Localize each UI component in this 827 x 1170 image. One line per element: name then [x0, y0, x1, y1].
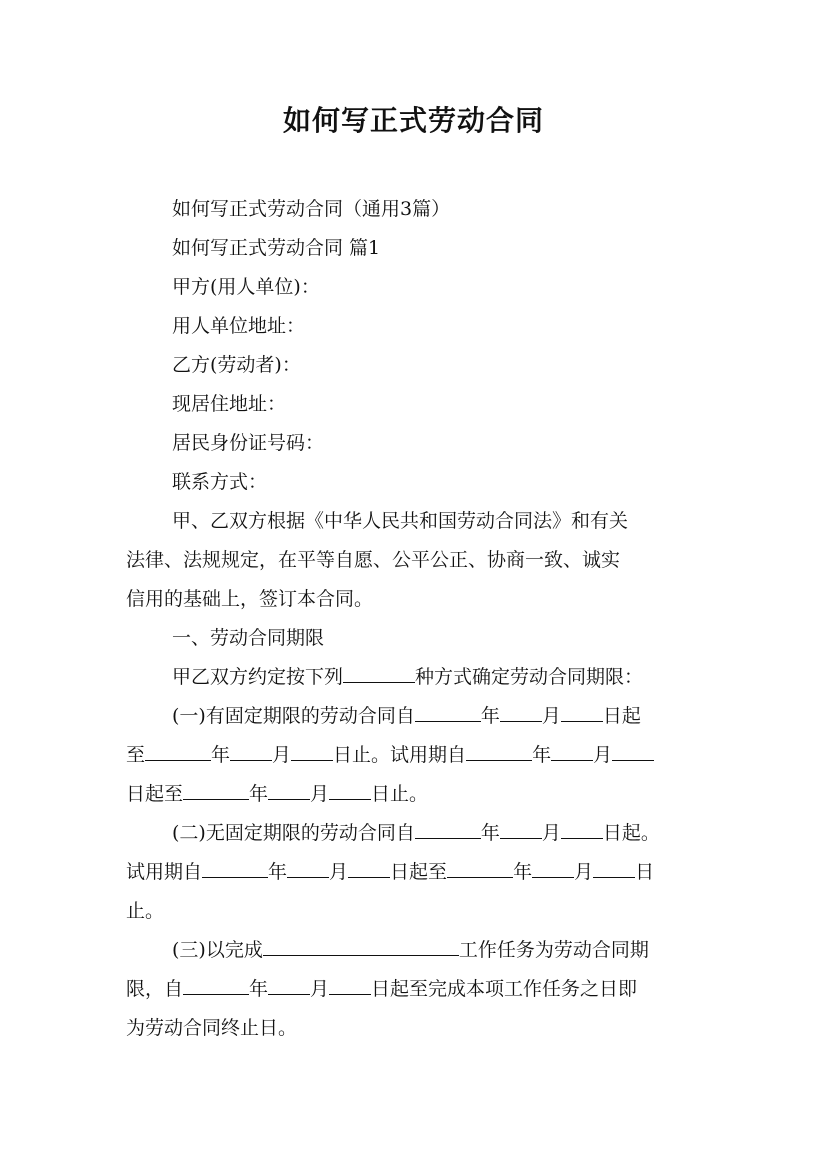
- year-label: 年: [480, 705, 500, 727]
- document-body: [126, 190, 706, 1048]
- task-rest: 日起至完成本项工作任务之日即: [371, 978, 638, 1000]
- fixed-term-line-1: [126, 697, 706, 736]
- blank-year: [447, 855, 513, 878]
- year-label: 年: [249, 783, 269, 805]
- fixed-term-line-2: [126, 736, 706, 775]
- blank-day: [561, 816, 603, 839]
- month-label: 月: [593, 744, 613, 766]
- day-char: 日: [635, 861, 655, 883]
- part-heading: 如何写正式劳动合同 篇1: [172, 237, 381, 259]
- trial-label: 试用期自: [126, 861, 203, 883]
- task-prefix: (三)以完成: [172, 939, 263, 961]
- blank-task: [263, 933, 459, 956]
- month-label: 月: [541, 705, 561, 727]
- task-middle: 工作任务为劳动合同期: [458, 939, 649, 961]
- year-label: 年: [249, 978, 269, 1000]
- blank-day: [593, 855, 635, 878]
- blank-month: [500, 816, 542, 839]
- year-label: 年: [532, 744, 552, 766]
- blank-month: [268, 777, 310, 800]
- blank-year: [183, 777, 249, 800]
- blank-year: [183, 972, 249, 995]
- open-term-line-2: [126, 853, 706, 892]
- day-start-label: 日起。: [602, 822, 660, 844]
- intro-line-2: 法律、法规规定，在平等自愿、公平公正、协商一致、诚实: [126, 549, 621, 571]
- blank-year: [415, 699, 481, 722]
- intro-line-1: 甲、乙双方根据《中华人民共和国劳动合同法》和有关: [172, 510, 629, 532]
- day-to-label: 日起至: [390, 861, 448, 883]
- stop-trial-label: 日止。试用期自: [333, 744, 467, 766]
- blank-month: [268, 972, 310, 995]
- document-title: 如何写正式劳动合同: [282, 104, 544, 137]
- blank-day: [561, 699, 603, 722]
- blank-year: [202, 855, 268, 878]
- blank-year: [415, 816, 481, 839]
- year-label: 年: [268, 861, 288, 883]
- fixed-term-line-3: [126, 775, 706, 814]
- month-label: 月: [541, 822, 561, 844]
- task-term-line-2: [126, 970, 706, 1009]
- task-limit: 限，自: [126, 978, 184, 1000]
- blank-term-choice: [343, 660, 415, 683]
- intro-line-3: 信用的基础上，签订本合同。: [126, 588, 374, 610]
- blank-day: [348, 855, 390, 878]
- field-party-b: 乙方(劳动者)：: [172, 354, 301, 376]
- field-residence: 现居住地址：: [172, 393, 287, 415]
- blank-day: [329, 972, 371, 995]
- blank-day: [291, 738, 333, 761]
- field-contact: 联系方式：: [172, 471, 268, 493]
- task-term-line-1: [126, 931, 706, 970]
- field-id-number: 居民身份证号码：: [172, 432, 325, 454]
- blank-month: [532, 855, 574, 878]
- blank-day: [329, 777, 371, 800]
- year-label: 年: [211, 744, 231, 766]
- subtitle: 如何写正式劳动合同（通用3篇）: [172, 198, 451, 220]
- fixed-term-prefix: (一)有固定期限的劳动合同自: [172, 705, 415, 727]
- blank-year: [466, 738, 532, 761]
- term-choice-text-a: 甲乙双方约定按下列: [172, 666, 344, 688]
- field-employer-address: 用人单位地址：: [172, 315, 306, 337]
- open-term-line-1: [126, 814, 706, 853]
- year-label: 年: [480, 822, 500, 844]
- blank-month: [287, 855, 329, 878]
- term-choice-line: [126, 658, 706, 697]
- day-to-label: 日起至: [126, 783, 184, 805]
- blank-month: [230, 738, 272, 761]
- year-label: 年: [513, 861, 533, 883]
- day-start-label: 日起: [602, 705, 641, 727]
- month-label: 月: [272, 744, 292, 766]
- to-label: 至: [126, 744, 146, 766]
- blank-month: [500, 699, 542, 722]
- month-label: 月: [310, 978, 330, 1000]
- open-term-prefix: (二)无固定期限的劳动合同自: [172, 822, 415, 844]
- blank-day: [612, 738, 654, 761]
- end-label: 日止。: [371, 783, 429, 805]
- month-label: 月: [310, 783, 330, 805]
- task-term-line-3: 为劳动合同终止日。: [126, 1017, 298, 1039]
- field-party-a: 甲方(用人单位)：: [172, 276, 320, 298]
- month-label: 月: [574, 861, 594, 883]
- blank-month: [551, 738, 593, 761]
- open-term-line-3: 止。: [126, 900, 165, 922]
- blank-year: [145, 738, 211, 761]
- section-heading: 一、劳动合同期限: [172, 627, 325, 649]
- term-choice-text-b: 种方式确定劳动合同期限：: [415, 666, 644, 688]
- month-label: 月: [329, 861, 349, 883]
